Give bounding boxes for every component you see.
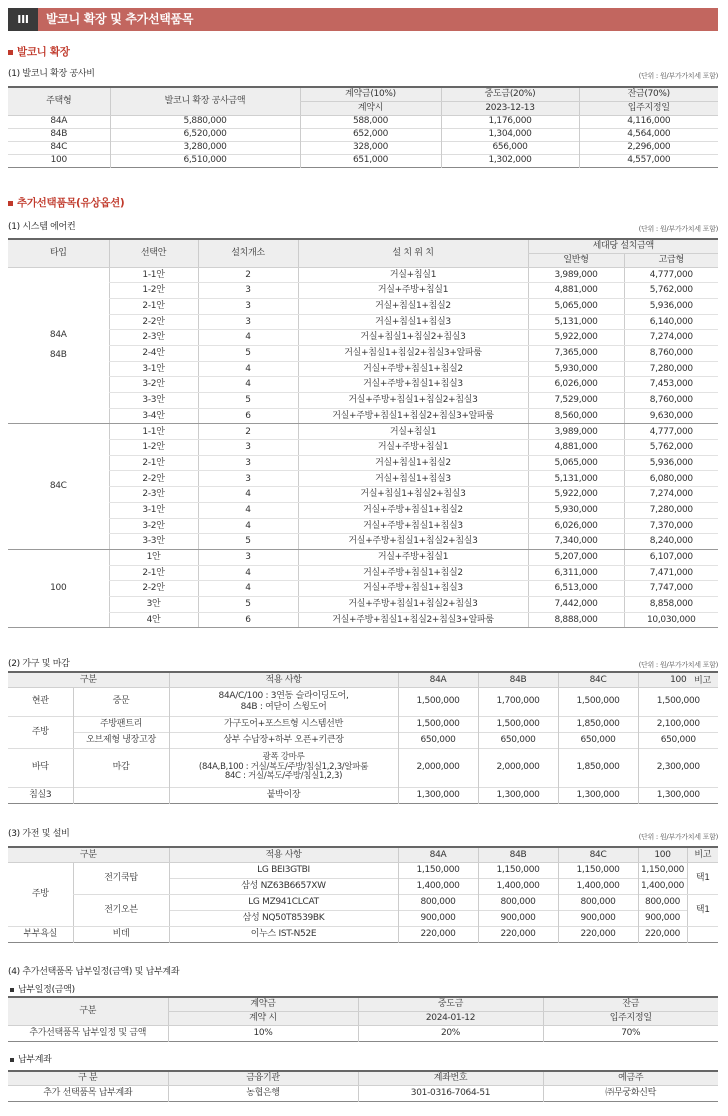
table-row: 침실3 붙박이장 1,300,000 1,300,000 1,300,000 1,300,000 bbox=[8, 787, 718, 803]
table-cell: 8,760,000 bbox=[624, 393, 718, 409]
table-cell: 1안 bbox=[109, 549, 198, 565]
table-cell: 4,564,000 bbox=[579, 128, 718, 141]
col-header: 84C bbox=[558, 847, 638, 862]
table-cell: 328,000 bbox=[300, 141, 441, 154]
col-header: 적용 사항 bbox=[169, 672, 398, 687]
table-cell: 4안 bbox=[109, 612, 198, 628]
table-cell: 6,513,000 bbox=[528, 581, 624, 597]
col-header: 입주지정일 bbox=[543, 1011, 718, 1025]
table-cell: 3 bbox=[198, 314, 298, 330]
type-label: 84C bbox=[8, 424, 109, 550]
table-cell: 2-2안 bbox=[109, 314, 198, 330]
table-cell: 5,762,000 bbox=[624, 440, 718, 456]
col-header: 선택안 bbox=[109, 239, 198, 267]
table-row bbox=[8, 455, 718, 471]
furniture-unit-note: (단위 : 원/부가가치세 포함) bbox=[638, 661, 718, 669]
table-cell: 2 bbox=[198, 424, 298, 440]
table-row bbox=[8, 330, 718, 346]
table-cell: 거실+주방+침실1+침실2+침실3 bbox=[298, 393, 528, 409]
table-cell: 거실+주방+침실1+침실3 bbox=[298, 377, 528, 393]
table-cell: 2 bbox=[198, 267, 298, 283]
col-header: 적용 사항 bbox=[169, 847, 398, 862]
table-row bbox=[8, 581, 718, 597]
balcony-heading: 발코니 확장 bbox=[8, 44, 70, 59]
col-header: 84C bbox=[558, 672, 638, 687]
table-cell: 3-1안 bbox=[109, 361, 198, 377]
table-cell: 거실+주방+침실1+침실2+침실3 bbox=[298, 596, 528, 612]
table-cell: 5 bbox=[198, 534, 298, 550]
table-cell: 3 bbox=[198, 298, 298, 314]
balcony-cost-table bbox=[8, 86, 718, 168]
aircon-table bbox=[8, 238, 718, 628]
table-row: 삼성 NZ63B6657XW 1,400,000 1,400,000 1,400,000 1,400,000 bbox=[8, 878, 718, 894]
col-header: 84A bbox=[398, 847, 478, 862]
col-header: 타입 bbox=[8, 239, 109, 267]
table-row bbox=[8, 471, 718, 487]
table-cell: 거실+주방+침실1+침실3 bbox=[298, 581, 528, 597]
table-cell: 거실+침실1+침실2+침실3 bbox=[298, 487, 528, 503]
payment-account-table bbox=[8, 1070, 718, 1102]
col-header: 100 bbox=[638, 847, 687, 862]
table-cell: 6,107,000 bbox=[624, 549, 718, 565]
table-cell: 7,747,000 bbox=[624, 581, 718, 597]
col-header: 계약금 bbox=[168, 997, 358, 1011]
col-header: 중도금 bbox=[358, 997, 543, 1011]
table-row bbox=[8, 424, 718, 440]
table-cell: 거실+주방+침실1+침실2 bbox=[298, 502, 528, 518]
payment-subheading: (4) 추가선택품목 납부일정(금액) 및 납부계좌 bbox=[8, 967, 180, 977]
table-cell: 8,240,000 bbox=[624, 534, 718, 550]
bullet-icon bbox=[8, 201, 13, 206]
table-row: 주방 주방팬트리 가구도어+포스트형 시스템선반 1,500,000 1,500,000 1,850,000 2,100,000 bbox=[8, 716, 718, 732]
table-cell: 5,131,000 bbox=[528, 314, 624, 330]
table-cell: 3안 bbox=[109, 596, 198, 612]
table-cell: 5,922,000 bbox=[528, 330, 624, 346]
table-cell: 거실+주방+침실1 bbox=[298, 440, 528, 456]
table-row bbox=[8, 154, 718, 167]
aircon-unit-note: (단위 : 원/부가가치세 포함) bbox=[638, 225, 718, 233]
col-header: 입주지정일 bbox=[579, 101, 718, 115]
table-row bbox=[8, 283, 718, 299]
table-cell: 3,989,000 bbox=[528, 267, 624, 283]
table-cell: 7,471,000 bbox=[624, 565, 718, 581]
table-cell: 84A bbox=[50, 116, 68, 127]
table-row: 전기오븐 LG MZ941CLCAT 800,000 800,000 800,000 800,000 택1 bbox=[8, 894, 718, 910]
table-cell: 4,881,000 bbox=[528, 283, 624, 299]
table-row bbox=[8, 361, 718, 377]
table-cell: 3 bbox=[198, 283, 298, 299]
table-cell: 5,065,000 bbox=[528, 298, 624, 314]
table-cell: 3-3안 bbox=[109, 534, 198, 550]
table-row bbox=[8, 393, 718, 409]
col-header: 세대당 설치금액 bbox=[528, 239, 718, 253]
table-cell: 5 bbox=[198, 596, 298, 612]
table-cell: 거실+주방+침실1 bbox=[298, 549, 528, 565]
col-header: 구분 bbox=[8, 672, 169, 687]
col-header: 84A bbox=[398, 672, 478, 687]
table-cell: 8,760,000 bbox=[624, 345, 718, 361]
table-cell: 2-1안 bbox=[109, 455, 198, 471]
table-cell: 6 bbox=[198, 408, 298, 424]
table-cell: 4 bbox=[198, 502, 298, 518]
table-cell: 3-1안 bbox=[109, 502, 198, 518]
col-header: 84B bbox=[478, 672, 558, 687]
table-cell: 7,370,000 bbox=[624, 518, 718, 534]
col-header: 일반형 bbox=[528, 253, 624, 267]
table-cell: 4 bbox=[198, 581, 298, 597]
furniture-table bbox=[8, 671, 718, 804]
col-header: 잔금(70%) bbox=[579, 87, 718, 101]
table-cell: 4 bbox=[198, 330, 298, 346]
table-cell: 6,080,000 bbox=[624, 471, 718, 487]
balcony-unit-note: (단위 : 원/부가가치세 포함) bbox=[638, 72, 718, 80]
table-cell: 거실+주방+침실1+침실2 bbox=[298, 361, 528, 377]
table-cell: 1-2안 bbox=[109, 283, 198, 299]
table-cell: 1,176,000 bbox=[441, 115, 579, 128]
table-cell: 100 bbox=[50, 155, 67, 166]
table-cell: 4,777,000 bbox=[624, 267, 718, 283]
table-cell: 거실+침실1 bbox=[298, 424, 528, 440]
table-cell: 2-4안 bbox=[109, 345, 198, 361]
table-cell: 4,557,000 bbox=[579, 154, 718, 167]
table-cell: 4 bbox=[198, 377, 298, 393]
table-cell: 5,922,000 bbox=[528, 487, 624, 503]
table-row bbox=[8, 596, 718, 612]
table-cell: 거실+침실1+침실2+침실3+알파룸 bbox=[298, 345, 528, 361]
type-label: 100 bbox=[8, 549, 109, 627]
table-cell: 5,131,000 bbox=[528, 471, 624, 487]
table-cell: 5,880,000 bbox=[110, 115, 300, 128]
table-cell: 거실+주방+침실1+침실2+침실3+알파룸 bbox=[298, 612, 528, 628]
col-header: 구분 bbox=[8, 847, 169, 862]
table-cell: 3 bbox=[198, 440, 298, 456]
col-header: 발코니 확장 공사금액 bbox=[110, 87, 300, 115]
table-cell: 84C bbox=[50, 142, 68, 153]
table-cell: 3,280,000 bbox=[110, 141, 300, 154]
table-cell: 2-2안 bbox=[109, 471, 198, 487]
table-cell: 7,529,000 bbox=[528, 393, 624, 409]
table-cell: 7,442,000 bbox=[528, 596, 624, 612]
table-cell: 7,340,000 bbox=[528, 534, 624, 550]
col-header: 84B bbox=[478, 847, 558, 862]
table-cell: 1,304,000 bbox=[441, 128, 579, 141]
table-cell: 7,280,000 bbox=[624, 361, 718, 377]
table-cell: 3 bbox=[198, 471, 298, 487]
account-label: 납부계좌 bbox=[10, 1052, 52, 1065]
table-row: 주방 전기쿡탑 LG BEI3GTBI 1,150,000 1,150,000 1,150,000 1,150,000 택1 bbox=[8, 862, 718, 878]
col-header: 2023-12-13 bbox=[441, 101, 579, 115]
col-header: 계약시 bbox=[300, 101, 441, 115]
bullet-icon bbox=[10, 988, 14, 992]
table-row bbox=[8, 612, 718, 628]
table-cell: 6,140,000 bbox=[624, 314, 718, 330]
table-cell: 2-3안 bbox=[109, 330, 198, 346]
table-cell: 거실+침실1+침실2+침실3 bbox=[298, 330, 528, 346]
table-cell: 656,000 bbox=[441, 141, 579, 154]
table-cell: 5,930,000 bbox=[528, 361, 624, 377]
table-cell: 거실+침실1+침실2 bbox=[298, 298, 528, 314]
table-cell: 3-4안 bbox=[109, 408, 198, 424]
table-row bbox=[8, 518, 718, 534]
col-header: 구 분 bbox=[8, 1071, 168, 1085]
table-cell: 5,936,000 bbox=[624, 298, 718, 314]
table-cell: 6,510,000 bbox=[110, 154, 300, 167]
table-cell: 4 bbox=[198, 361, 298, 377]
table-cell: 652,000 bbox=[300, 128, 441, 141]
col-header: 중도금(20%) bbox=[441, 87, 579, 101]
table-cell: 4,777,000 bbox=[624, 424, 718, 440]
table-cell: 2-3안 bbox=[109, 487, 198, 503]
table-cell: 6 bbox=[198, 612, 298, 628]
table-cell: 8,858,000 bbox=[624, 596, 718, 612]
table-cell: 8,560,000 bbox=[528, 408, 624, 424]
table-cell: 6,311,000 bbox=[528, 565, 624, 581]
table-cell: 3-3안 bbox=[109, 393, 198, 409]
bullet-icon bbox=[8, 50, 13, 55]
table-cell: 5,762,000 bbox=[624, 283, 718, 299]
table-row bbox=[8, 141, 718, 154]
balcony-subheading: (1) 발코니 확장 공사비 bbox=[8, 69, 95, 79]
table-cell: 6,026,000 bbox=[528, 377, 624, 393]
table-cell: 거실+침실1+침실3 bbox=[298, 314, 528, 330]
payment-schedule-table bbox=[8, 996, 718, 1042]
table-row bbox=[8, 487, 718, 503]
table-cell: 5,936,000 bbox=[624, 455, 718, 471]
table-row: 바닥 마감 광폭 강마루 (84A,B,100 : 거실/복도/주방/침실1,2,3/알파룸 84C : 거실/복도/주방/침실1,2,3) 2,000,000 2,000,000 1,850,000 2,300,000 bbox=[8, 748, 718, 787]
table-cell: 1-1안 bbox=[109, 267, 198, 283]
bullet-icon bbox=[10, 1058, 14, 1062]
table-cell: 거실+주방+침실1+침실2+침실3+알파룸 bbox=[298, 408, 528, 424]
table-cell: 거실+침실1+침실3 bbox=[298, 471, 528, 487]
table-cell: 3,989,000 bbox=[528, 424, 624, 440]
appliance-table bbox=[8, 846, 718, 943]
table-cell: 7,274,000 bbox=[624, 330, 718, 346]
table-row bbox=[8, 267, 718, 283]
table-cell: 거실+주방+침실1+침실2+침실3 bbox=[298, 534, 528, 550]
table-cell: 3 bbox=[198, 549, 298, 565]
table-cell: 거실+주방+침실1+침실3 bbox=[298, 518, 528, 534]
table-cell: 8,888,000 bbox=[528, 612, 624, 628]
options-heading: 추가선택품목(유상옵션) bbox=[8, 195, 124, 210]
note-header: 비고 bbox=[694, 676, 711, 686]
col-header: 100 bbox=[638, 672, 718, 687]
table-row: 오브제형 냉장고장 상부 수납장+하부 오픈+키큰장 650,000 650,000 650,000 650,000 bbox=[8, 732, 718, 748]
table-cell: 4 bbox=[198, 487, 298, 503]
table-row: 현관 중문 84A/C/100 : 3연동 슬라이딩도어, 84B : 여닫이 스윙도어 1,500,000 1,700,000 1,500,000 1,500,000 bbox=[8, 687, 718, 716]
table-cell: 5 bbox=[198, 345, 298, 361]
table-row bbox=[8, 345, 718, 361]
table-cell: 2-1안 bbox=[109, 565, 198, 581]
table-cell: 3-2안 bbox=[109, 518, 198, 534]
table-cell: 2-2안 bbox=[109, 581, 198, 597]
col-header: 잔금 bbox=[543, 997, 718, 1011]
table-cell: 1,302,000 bbox=[441, 154, 579, 167]
table-cell: 4,881,000 bbox=[528, 440, 624, 456]
table-cell: 588,000 bbox=[300, 115, 441, 128]
col-header: 설 치 위 치 bbox=[298, 239, 528, 267]
table-cell: 7,274,000 bbox=[624, 487, 718, 503]
table-row bbox=[8, 298, 718, 314]
table-row bbox=[8, 115, 718, 128]
table-row: 추가 선택품목 납부계좌 농협은행 301-0316-7064-51 ㈜무궁화신탁 bbox=[8, 1085, 718, 1101]
table-cell: 거실+침실1+침실2 bbox=[298, 455, 528, 471]
table-cell: 7,280,000 bbox=[624, 502, 718, 518]
table-cell: 4 bbox=[198, 565, 298, 581]
table-cell: 거실+침실1 bbox=[298, 267, 528, 283]
section-header bbox=[8, 8, 718, 31]
table-cell: 10,030,000 bbox=[624, 612, 718, 628]
col-header: 비고 bbox=[687, 847, 718, 862]
col-header: 금융기관 bbox=[168, 1071, 358, 1085]
col-header: 계약 시 bbox=[168, 1011, 358, 1025]
appliance-unit-note: (단위 : 원/부가가치세 포함) bbox=[638, 833, 718, 841]
section-number: III bbox=[8, 8, 38, 31]
col-header: 계약금(10%) bbox=[300, 87, 441, 101]
table-cell: 3-2안 bbox=[109, 377, 198, 393]
table-row bbox=[8, 502, 718, 518]
table-row bbox=[8, 314, 718, 330]
table-cell: 2-1안 bbox=[109, 298, 198, 314]
table-cell: 5,207,000 bbox=[528, 549, 624, 565]
col-header: 예금주 bbox=[543, 1071, 718, 1085]
table-cell: 4,116,000 bbox=[579, 115, 718, 128]
table-row: 삼성 NQ50T8539BK 900,000 900,000 900,000 900,000 bbox=[8, 910, 718, 926]
table-row bbox=[8, 565, 718, 581]
table-cell: 거실+주방+침실1 bbox=[298, 283, 528, 299]
table-row bbox=[8, 377, 718, 393]
table-cell: 5,930,000 bbox=[528, 502, 624, 518]
table-row bbox=[8, 408, 718, 424]
section-title: 발코니 확장 및 추가선택품목 bbox=[46, 12, 194, 26]
col-header: 주택형 bbox=[8, 87, 110, 115]
table-cell: 5 bbox=[198, 393, 298, 409]
furniture-subheading: (2) 가구 및 마감 bbox=[8, 659, 70, 669]
table-cell: 9,630,000 bbox=[624, 408, 718, 424]
table-row bbox=[8, 128, 718, 141]
col-header: 계좌번호 bbox=[358, 1071, 543, 1085]
table-cell: 1-1안 bbox=[109, 424, 198, 440]
table-cell: 2,296,000 bbox=[579, 141, 718, 154]
table-row: 추가선택품목 납부일정 및 금액 10% 20% 70% bbox=[8, 1025, 718, 1041]
appliance-subheading: (3) 가전 및 설비 bbox=[8, 829, 70, 839]
table-cell: 6,026,000 bbox=[528, 518, 624, 534]
table-cell: 7,453,000 bbox=[624, 377, 718, 393]
table-cell: 1-2안 bbox=[109, 440, 198, 456]
col-header: 설치개소 bbox=[198, 239, 298, 267]
table-cell: 거실+주방+침실1+침실2 bbox=[298, 565, 528, 581]
table-cell: 3 bbox=[198, 455, 298, 471]
col-header: 고급형 bbox=[624, 253, 718, 267]
aircon-subheading: (1) 시스템 에어컨 bbox=[8, 222, 76, 232]
schedule-label: 납부일정(금액) bbox=[10, 982, 75, 995]
table-cell: 7,365,000 bbox=[528, 345, 624, 361]
table-cell: 5,065,000 bbox=[528, 455, 624, 471]
table-row bbox=[8, 549, 718, 565]
table-cell: 651,000 bbox=[300, 154, 441, 167]
table-row bbox=[8, 440, 718, 456]
type-label: 84A 84B bbox=[8, 267, 109, 424]
col-header: 2024-01-12 bbox=[358, 1011, 543, 1025]
col-header: 구분 bbox=[8, 997, 168, 1025]
table-row bbox=[8, 534, 718, 550]
table-cell: 84B bbox=[50, 129, 68, 140]
table-cell: 4 bbox=[198, 518, 298, 534]
table-row: 부부욕실 비데 이누스 IST-N52E 220,000 220,000 220,000 220,000 bbox=[8, 926, 718, 942]
table-cell: 6,520,000 bbox=[110, 128, 300, 141]
